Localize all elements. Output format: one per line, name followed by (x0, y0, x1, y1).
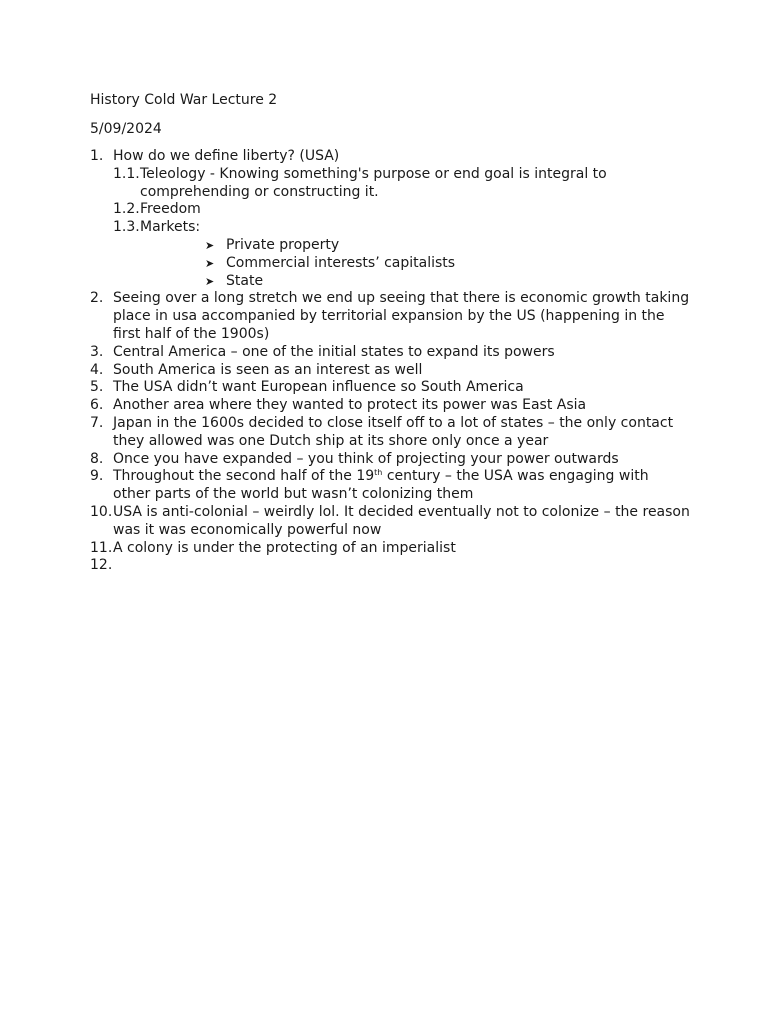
sub-list-item (90, 166, 690, 202)
list-item-text: Central America – one of the initial states to expand its powers (113, 343, 555, 360)
list-item (90, 397, 690, 415)
list-item-text-part: Throughout the second half of the 19 (113, 468, 375, 485)
list-item (90, 468, 690, 504)
list-item-text: Japan in the 1600s decided to close itself off to a lot of states – the only contact they allowed was one Dutch ship at its shore only once a year (113, 414, 674, 449)
list-item (90, 504, 690, 540)
arrowhead-bullet-icon: ➤ (205, 238, 215, 252)
list-item-text (113, 468, 690, 504)
sub-item-text: Teleology - Knowing something's purpose or end goal is integral to comprehending or constructing it. (140, 165, 607, 200)
list-item-number: 12. (90, 557, 113, 574)
list-item-text: Seeing over a long stretch we end up seeing that there is economic growth taking place in usa accompanied by territorial expansion by the US (happening in the first half of the 1900s) (113, 290, 690, 342)
arrowhead-bullet-icon: ➤ (205, 256, 215, 270)
list-item-text: Once you have expanded – you think of projecting your power outwards (113, 450, 619, 467)
sub-item-number: 1.2. (113, 201, 140, 218)
list-item (90, 362, 690, 380)
list-item-number: 2. (90, 290, 104, 307)
list-item (90, 557, 690, 575)
list-item-number: 5. (90, 379, 104, 396)
list-item-text: How do we define liberty? (USA) (113, 148, 340, 164)
sub-item-text: Freedom (140, 201, 201, 218)
list-item-number: 10. (90, 503, 113, 520)
list-item-number: 3. (90, 343, 104, 360)
document-date: 5/09/2024 (90, 121, 162, 137)
list-item (90, 451, 690, 469)
list-item (90, 344, 690, 362)
list-item-text: Another area where they wanted to protect its power was East Asia (113, 397, 587, 414)
sub-list-item (90, 201, 690, 219)
list-item (90, 540, 690, 558)
bullet-item (90, 237, 690, 255)
sub-item-text: Markets: (140, 219, 201, 236)
list-item-number: 11. (90, 539, 113, 556)
list-item-text: The USA didn’t want European influence so South America (113, 379, 524, 396)
list-item-text (113, 557, 690, 575)
list-item (90, 379, 690, 397)
list-item-text-part: century – the USA was engaging with other parts of the world but wasn’t colonizing them (113, 468, 649, 503)
list-item (90, 290, 690, 343)
bullet-text: State (226, 272, 264, 289)
list-item-text: A colony is under the protecting of an imperialist (113, 539, 456, 556)
list-item-number: 6. (90, 397, 104, 414)
list-item-number: 8. (90, 450, 104, 467)
bullet-text: Commercial interests’ capitalists (226, 254, 456, 271)
superscript-ordinal: th (374, 468, 383, 478)
sub-item-number: 1.1. (113, 165, 140, 182)
sub-list-item (90, 219, 690, 237)
bullet-text: Private property (226, 236, 340, 253)
sub-item-number: 1.3. (113, 219, 140, 236)
list-item (90, 148, 690, 166)
list-item-text: USA is anti-colonial – weirdly lol. It decided eventually not to colonize – the reason was it was economically powerful now (113, 503, 690, 538)
list-item-number: 7. (90, 414, 104, 431)
bullet-item (90, 255, 690, 273)
arrowhead-bullet-icon: ➤ (205, 274, 215, 288)
bullet-item (90, 273, 690, 291)
list-item-text: South America is seen as an interest as well (113, 361, 423, 378)
list-item-number: 4. (90, 361, 104, 378)
numbered-list (90, 148, 690, 575)
list-item-number: 9. (90, 468, 104, 485)
list-item (90, 415, 690, 451)
document-page (90, 91, 690, 575)
document-title: History Cold War Lecture 2 (90, 92, 278, 108)
list-item-number: 1. (90, 148, 104, 164)
